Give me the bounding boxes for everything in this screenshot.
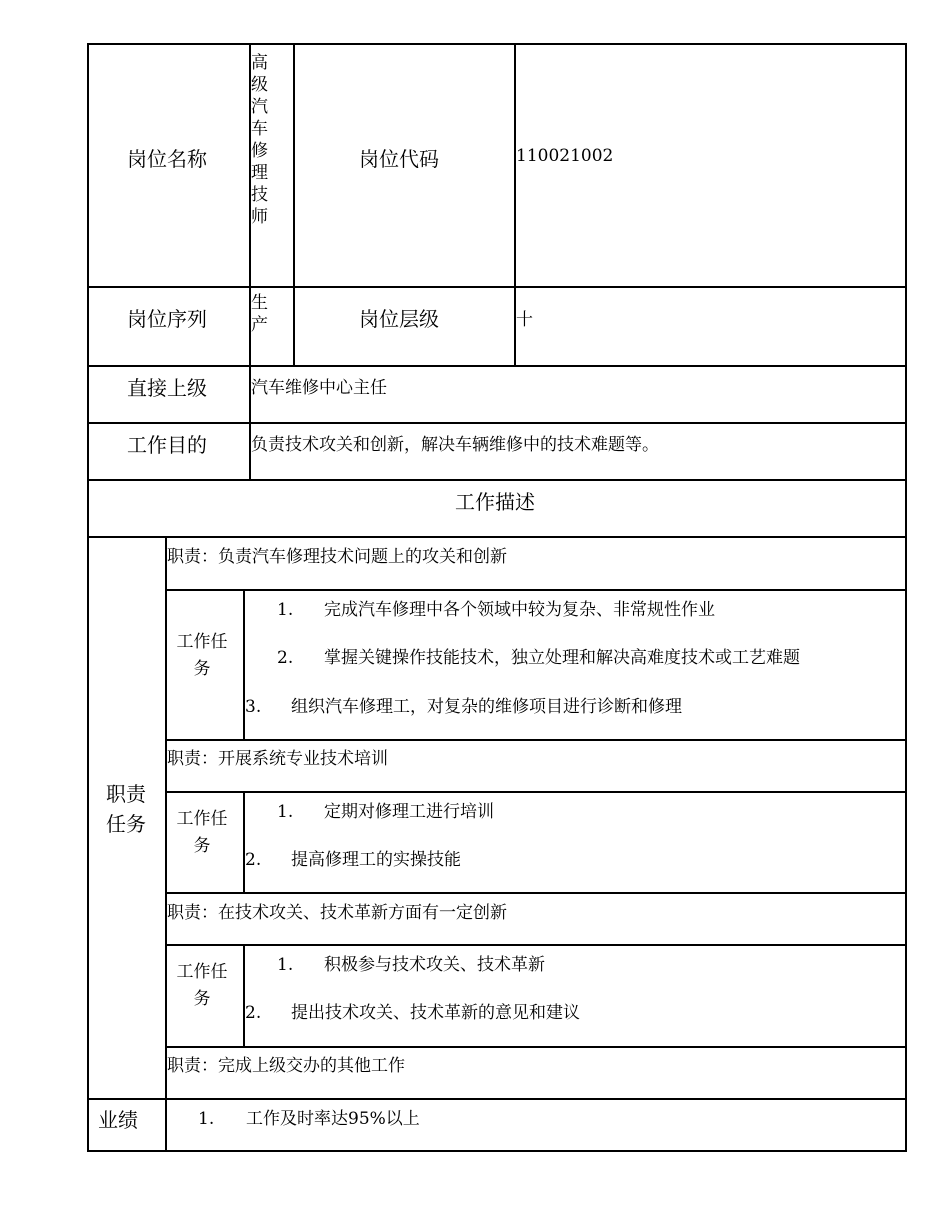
task-number: 1. bbox=[277, 955, 294, 975]
task-1-1 bbox=[277, 595, 715, 620]
row-divider bbox=[87, 1098, 907, 1100]
performance-label: 业绩 bbox=[98, 1108, 138, 1132]
level-label: 岗位层级 bbox=[359, 307, 439, 331]
position-name-label: 岗位名称 bbox=[127, 147, 207, 171]
col-divider bbox=[243, 791, 245, 893]
position-code-value: 110021002 bbox=[516, 146, 614, 166]
col-divider bbox=[243, 589, 245, 740]
task-3-2 bbox=[245, 998, 580, 1023]
task-label-2: 工作任务 bbox=[176, 809, 228, 856]
task-2-2 bbox=[245, 845, 461, 870]
task-2-1 bbox=[277, 797, 494, 822]
row-divider bbox=[165, 589, 907, 591]
duty-1: 职责：负责汽车修理技术问题上的攻关和创新 bbox=[167, 547, 507, 567]
task-number: 2. bbox=[277, 648, 294, 668]
task-text: 完成汽车修理中各个领域中较为复杂、非常规性作业 bbox=[324, 600, 715, 620]
row-divider bbox=[165, 1046, 907, 1048]
task-text: 提出技术攻关、技术革新的意见和建议 bbox=[291, 1003, 580, 1023]
task-number: 3. bbox=[245, 697, 262, 717]
row-divider bbox=[87, 479, 907, 481]
col-divider bbox=[243, 944, 245, 1047]
task-text: 组织汽车修理工，对复杂的维修项目进行诊断和修理 bbox=[291, 697, 682, 717]
superior-value: 汽车维修中心主任 bbox=[251, 378, 387, 398]
task-number: 1. bbox=[277, 600, 294, 620]
task-text: 提高修理工的实操技能 bbox=[291, 850, 461, 870]
task-text: 掌握关键操作技能技术，独立处理和解决高难度技术或工艺难题 bbox=[324, 648, 800, 668]
table-border-bottom bbox=[87, 1150, 907, 1152]
duty-4: 职责：完成上级交办的其他工作 bbox=[167, 1056, 405, 1076]
row-divider bbox=[165, 739, 907, 741]
row-divider bbox=[87, 365, 907, 367]
table-border-left bbox=[87, 43, 89, 1152]
task-text: 积极参与技术攻关、技术革新 bbox=[324, 955, 545, 975]
purpose-label: 工作目的 bbox=[127, 433, 207, 457]
task-number: 2. bbox=[245, 1003, 262, 1023]
task-3-1 bbox=[277, 950, 545, 975]
row-divider bbox=[87, 536, 907, 538]
table-border-right bbox=[905, 43, 907, 1152]
performance-item bbox=[198, 1104, 420, 1129]
task-1-3 bbox=[245, 692, 682, 717]
duty-3: 职责：在技术攻关、技术革新方面有一定创新 bbox=[167, 903, 507, 923]
task-text: 定期对修理工进行培训 bbox=[324, 802, 494, 822]
task-label-3: 工作任务 bbox=[176, 962, 228, 1009]
superior-label: 直接上级 bbox=[127, 376, 207, 400]
sequence-value: 生产 bbox=[251, 293, 268, 335]
row-divider bbox=[165, 944, 907, 946]
task-label-1: 工作任务 bbox=[176, 632, 228, 679]
level-value: 十 bbox=[516, 310, 533, 330]
duty-section-label: 职责任务 bbox=[106, 782, 146, 836]
task-number: 1. bbox=[277, 802, 294, 822]
row-divider bbox=[165, 892, 907, 894]
row-divider bbox=[165, 791, 907, 793]
description-title: 工作描述 bbox=[455, 490, 535, 514]
position-code-label: 岗位代码 bbox=[359, 147, 439, 171]
col-divider bbox=[293, 43, 295, 366]
position-name-value: 高级汽车修理技师 bbox=[251, 53, 268, 227]
performance-number: 1. bbox=[198, 1109, 215, 1129]
row-divider bbox=[87, 422, 907, 424]
task-1-2 bbox=[277, 643, 800, 668]
purpose-value: 负责技术攻关和创新，解决车辆维修中的技术难题等。 bbox=[251, 435, 659, 455]
performance-text: 工作及时率达95%以上 bbox=[246, 1109, 420, 1129]
sequence-label: 岗位序列 bbox=[127, 307, 207, 331]
duty-2: 职责：开展系统专业技术培训 bbox=[167, 749, 388, 769]
row-divider bbox=[87, 286, 907, 288]
task-number: 2. bbox=[245, 850, 262, 870]
table-border-top bbox=[87, 43, 907, 45]
